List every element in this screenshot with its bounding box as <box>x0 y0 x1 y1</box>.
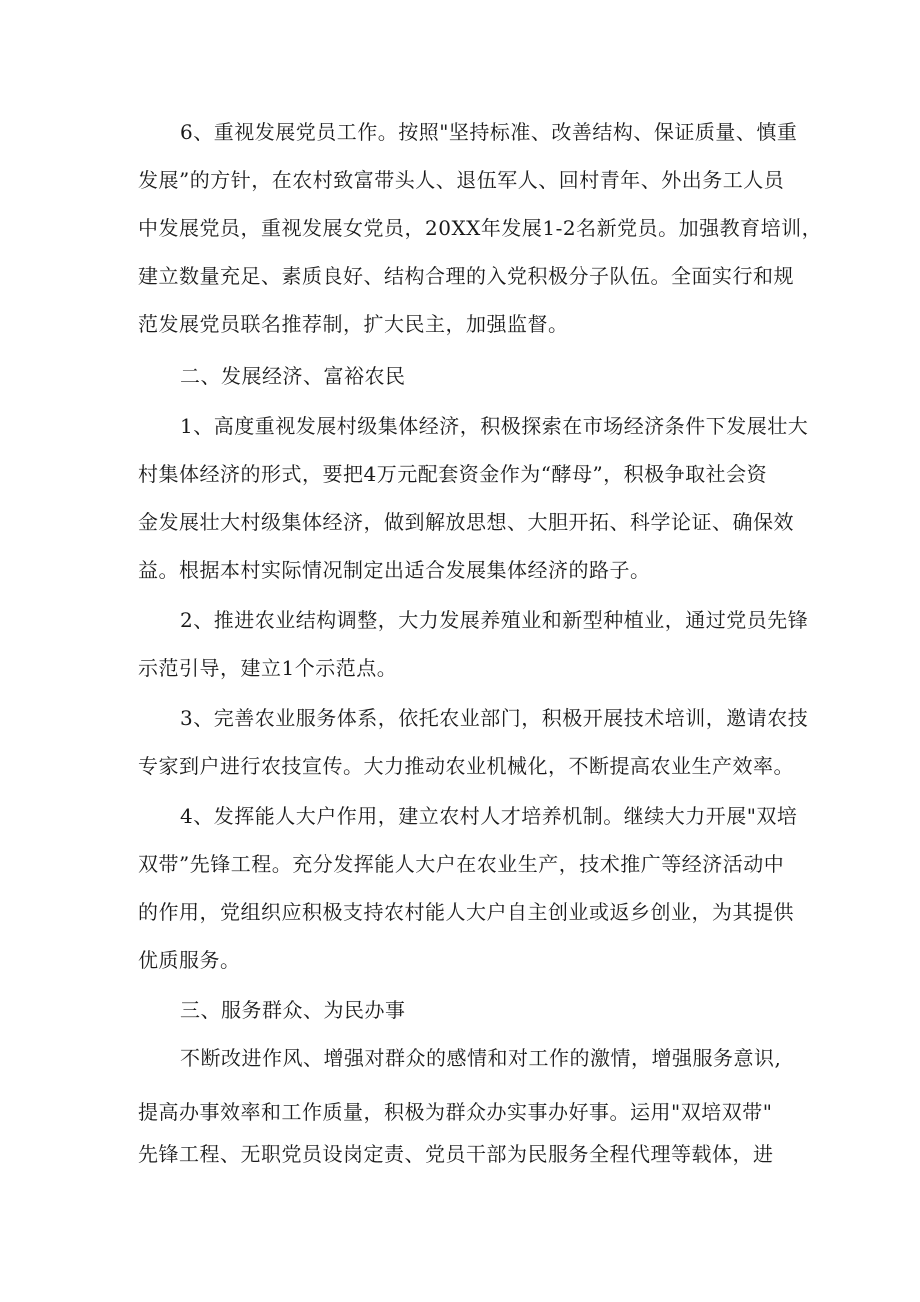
section-heading-serve-people: 三、服务群众、为民办事 <box>180 998 406 1022</box>
text-line: 范发展党员联名推荐制，扩大民主，加强监督。 <box>138 312 569 336</box>
text-line: 专家到户进行农技宣传。大力推动农业机械化，不断提高农业生产效率。 <box>138 754 794 778</box>
paragraph-serve-masses <box>138 1034 788 1178</box>
paragraph-collective-economy <box>138 402 809 594</box>
text-line: 双带”先锋工程。充分发挥能人大户在农业生产，技术推广等经济活动中 <box>138 852 785 876</box>
text-line: 不断改进作风、增强对群众的感情和对工作的激情，增强服务意识, <box>180 1046 782 1070</box>
text-line: 益。根据本村实际情况制定出适合发展集体经济的路子。 <box>138 558 651 582</box>
paragraph-agricultural-services <box>138 694 809 790</box>
text-line: 2、推进农业结构调整，大力发展养殖业和新型种植业，通过党员先锋 <box>180 608 809 632</box>
section-heading-economy: 二、发展经济、富裕农民 <box>180 364 406 388</box>
text-line: 3、完善农业服务体系，依托农业部门，积极开展技术培训，邀请农技 <box>180 706 809 730</box>
text-line: 1、高度重视发展村级集体经济，积极探索在市场经济条件下发展壮大 <box>180 414 809 438</box>
text-line: 金发展壮大村级集体经济，做到解放思想、大胆开拓、科学论证、确保效 <box>138 510 794 534</box>
text-line: 中发展党员，重视发展女党员，20XX年发展1-2名新党员。加强教育培训， <box>138 216 823 240</box>
text-line: 的作用，党组织应积极支持农村能人大户自主创业或返乡创业，为其提供 <box>138 900 794 924</box>
paragraph-develop-party-members <box>138 108 823 348</box>
text-line: 建立数量充足、素质良好、结构合理的入党积极分子队伍。全面实行和规 <box>138 264 794 288</box>
paragraph-capable-households <box>138 792 798 984</box>
text-line: 发展”的方针，在农村致富带头人、退伍军人、回村青年、外出务工人员 <box>138 168 785 192</box>
text-line: 示范引导，建立1个示范点。 <box>138 656 398 680</box>
text-line: 提高办事效率和工作质量，积极为群众办实事办好事。运用"双培双带" <box>138 1100 773 1124</box>
text-line: 4、发挥能人大户作用，建立农村人才培养机制。继续大力开展"双培 <box>180 804 798 828</box>
text-line: 先锋工程、无职党员设岗定责、党员干部为民服务全程代理等载体，进 <box>138 1142 774 1166</box>
text-line: 6、重视发展党员工作。按照"坚持标准、改善结构、保证质量、慎重 <box>180 120 798 144</box>
text-line: 优质服务。 <box>138 948 241 972</box>
text-line: 村集体经济的形式，要把4万元配套资金作为“酵母”，积极争取社会资 <box>138 462 768 486</box>
paragraph-agricultural-structure <box>138 596 809 692</box>
